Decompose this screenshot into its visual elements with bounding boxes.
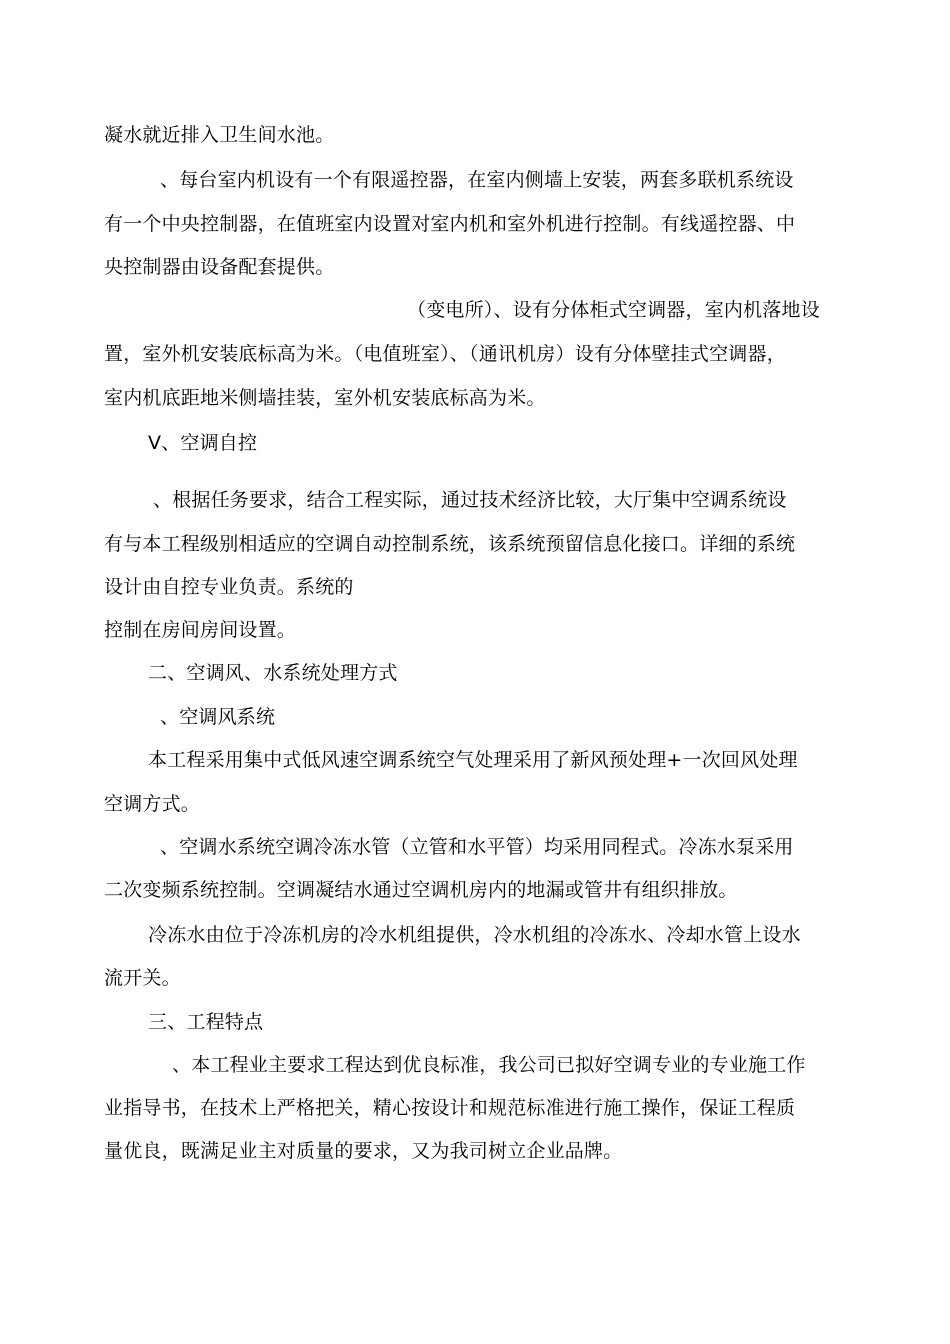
text-line: 二次变频系统控制。空调凝结水通过空调机房内的地漏或管井有组织排放。 bbox=[104, 879, 738, 901]
text-line: 空调方式。 bbox=[104, 793, 201, 815]
text-line: 、空调水系统空调冷冻水管（立管和水平管）均采用同程式。冷冻水泵采用 bbox=[160, 836, 794, 858]
section-heading: V、空调自控 bbox=[148, 432, 258, 454]
text-line: 量优良，既满足业主对质量的要求，又为我司树立企业品牌。 bbox=[104, 1140, 623, 1162]
text-line: 央控制器由设备配套提供。 bbox=[104, 256, 335, 278]
text-line: （变电所）、设有分体柜式空调器，室内机落地设 bbox=[407, 299, 820, 321]
text-line: 、每台室内机设有一个有限遥控器，在室内侧墙上安装，两套多联机系统设 bbox=[160, 169, 794, 191]
text-line: 设计由自控专业负责。系统的 bbox=[104, 576, 354, 598]
text-line: 凝水就近排入卫生间水池。 bbox=[104, 124, 335, 146]
text-line: 控制在房间房间设置。 bbox=[104, 619, 297, 641]
text-line: 本工程采用集中式低风速空调系统空气处理采用了新风预处理+一次回风处理 bbox=[148, 749, 798, 771]
text-line: 业指导书，在技术上严格把关，精心按设计和规范标准进行施工操作，保证工程质 bbox=[104, 1097, 796, 1119]
text-line: 置，室外机安装底标高为米。（电值班室）、（通讯机房）设有分体壁挂式空调器， bbox=[104, 343, 786, 365]
text-line: 有与本工程级别相适应的空调自动控制系统，该系统预留信息化接口。详细的系统 bbox=[104, 533, 796, 555]
subsection-heading: 、空调风系统 bbox=[160, 706, 276, 728]
section-heading: 二、空调风、水系统处理方式 bbox=[148, 662, 398, 684]
text-line: 、根据任务要求，结合工程实际，通过技术经济比较，大厅集中空调系统设 bbox=[153, 489, 787, 511]
text-line: 有一个中央控制器，在值班室内设置对室内机和室外机进行控制。有线遥控器、中 bbox=[104, 213, 796, 235]
text-line: 、本工程业主要求工程达到优良标准，我公司已拟好空调专业的专业施工作 bbox=[172, 1054, 806, 1076]
text-line: 室内机底距地米侧墙挂装，室外机安装底标高为米。 bbox=[104, 387, 546, 409]
section-heading: 三、工程特点 bbox=[148, 1011, 264, 1033]
text-line: 冷冻水由位于冷冻机房的冷水机组提供，冷水机组的冷冻水、冷却水管上设水 bbox=[148, 924, 801, 946]
text-line: 流开关。 bbox=[104, 967, 181, 989]
